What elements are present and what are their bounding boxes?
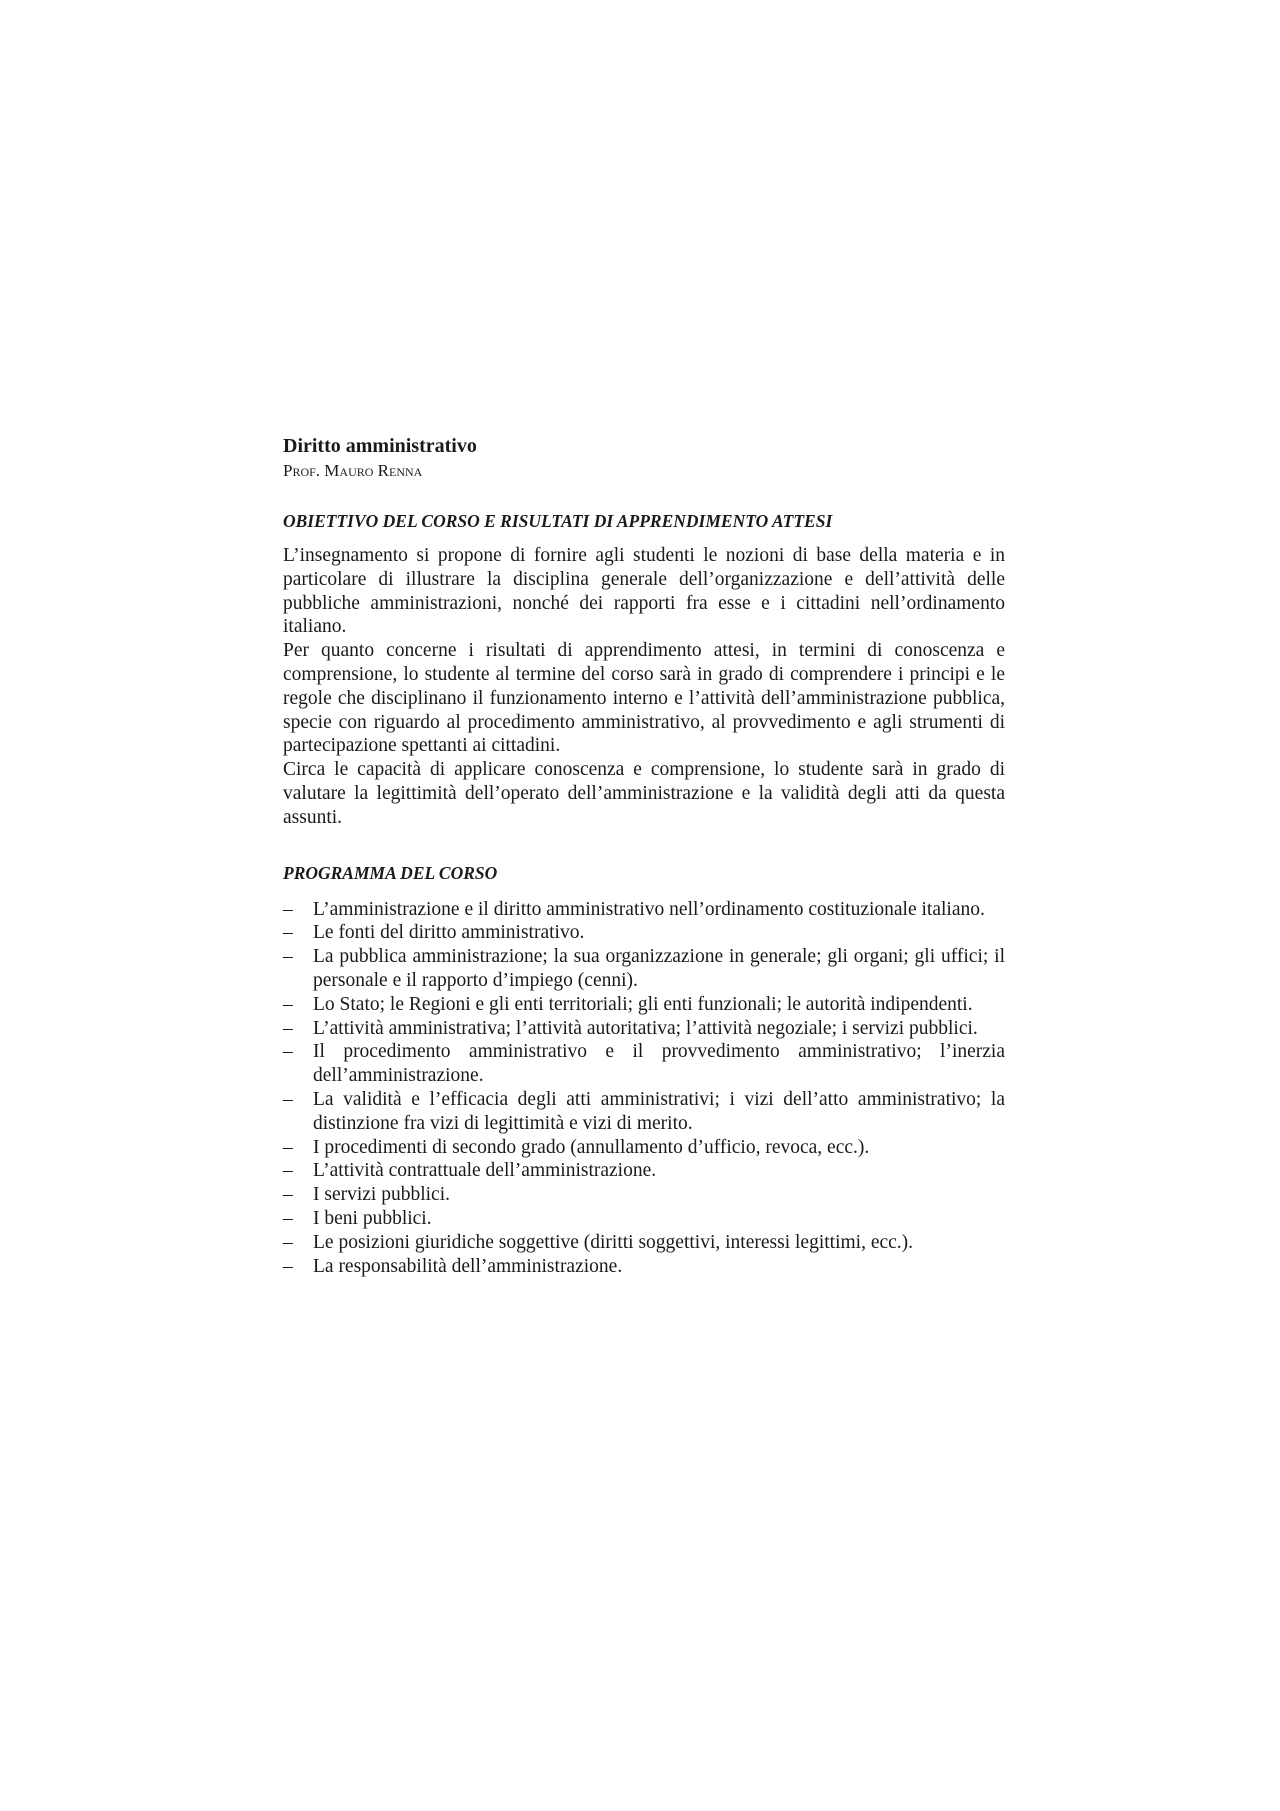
bullet-dash: – [283, 1088, 293, 1110]
list-item [283, 1040, 1005, 1088]
list-item-text: La responsabilità dell’amministrazione. [313, 1255, 623, 1277]
list-item [283, 1207, 1005, 1231]
objectives-heading: OBIETTIVO DEL CORSO E RISULTATI DI APPRENDIMENTO ATTESI [283, 511, 833, 531]
objectives-paragraph: L’insegnamento si propone di fornire agli studenti le nozioni di base della materia e in particolare di illustrare la disciplina generale dell’organizzazione e dell’attività delle pubbliche amministrazioni, nonché dei rapporti fra esse e i cittadini nell’ordinamento italiano. [283, 545, 1005, 638]
program-heading: PROGRAMMA DEL CORSO [283, 862, 498, 883]
list-item-text: Lo Stato; le Regioni e gli enti territoriali; gli enti funzionali; le autorità indipendenti. [313, 993, 973, 1015]
bullet-dash: – [283, 922, 293, 944]
list-item [283, 993, 1005, 1017]
list-item [283, 1136, 1005, 1160]
list-item-text: I servizi pubblici. [313, 1184, 451, 1206]
list-item-text: L’attività amministrativa; l’attività autoritativa; l’attività negoziale; i servizi pubblici. [313, 1017, 978, 1039]
objectives-body [283, 544, 1005, 830]
list-item [283, 898, 1005, 922]
program-list [283, 898, 1005, 1279]
bullet-dash: – [283, 1160, 293, 1182]
bullet-dash: – [283, 1207, 293, 1229]
list-item [283, 921, 1005, 945]
list-item [283, 1255, 1005, 1279]
list-item [283, 1183, 1005, 1207]
bullet-dash: – [283, 1184, 293, 1206]
bullet-dash: – [283, 1136, 293, 1158]
list-item-text: I procedimenti di secondo grado (annullamento d’ufficio, revoca, ecc.). [313, 1136, 870, 1158]
list-item-text: L’attività contrattuale dell’amministrazione. [313, 1160, 657, 1182]
bullet-dash: – [283, 1255, 293, 1277]
bullet-dash: – [283, 1017, 293, 1039]
document-page [283, 434, 1005, 1278]
bullet-dash: – [283, 1231, 293, 1253]
list-item [283, 1159, 1005, 1183]
bullet-dash: – [283, 946, 293, 968]
list-item-text: La validità e l’efficacia degli atti amministrativi; i vizi dell’atto amministrativo; la distinzione fra vizi di legittimità e vizi di merito. [313, 1088, 1005, 1134]
list-item [283, 945, 1005, 993]
list-item-text: Le posizioni giuridiche soggettive (diritti soggettivi, interessi legittimi, ecc.). [313, 1231, 914, 1253]
list-item-text: Le fonti del diritto amministrativo. [313, 922, 585, 944]
list-item-text: Il procedimento amministrativo e il provvedimento amministrativo; l’inerzia dell’amministrazione. [313, 1041, 1005, 1087]
list-item [283, 1231, 1005, 1255]
objectives-paragraph: Per quanto concerne i risultati di apprendimento attesi, in termini di conoscenza e comprensione, lo studente al termine del corso sarà in grado di comprendere i principi e le regole che disciplinano il funzionamento interno e l’attività dell’amministrazione pubblica, specie con riguardo al procedimento amministrativo, al provvedimento e agli strumenti di partecipazione spettanti ai cittadini. [283, 640, 1005, 757]
professor-name: Prof. Mauro Renna [283, 461, 423, 480]
list-item-text: La pubblica amministrazione; la sua organizzazione in generale; gli organi; gli uffici; il personale e il rapporto d’impiego (cenni). [313, 946, 1005, 991]
objectives-paragraph: Circa le capacità di applicare conoscenza e comprensione, lo studente sarà in grado di valutare la legittimità dell’operato dell’amministrazione e la validità degli atti da questa assunti. [283, 759, 1005, 828]
bullet-dash: – [283, 1041, 293, 1063]
list-item-text: I beni pubblici. [313, 1207, 432, 1229]
list-item [283, 1017, 1005, 1041]
list-item [283, 1088, 1005, 1136]
course-title: Diritto amministrativo [283, 435, 477, 457]
bullet-dash: – [283, 898, 293, 920]
bullet-dash: – [283, 993, 293, 1015]
list-item-text: L’amministrazione e il diritto amministrativo nell’ordinamento costituzionale italiano. [313, 898, 985, 920]
